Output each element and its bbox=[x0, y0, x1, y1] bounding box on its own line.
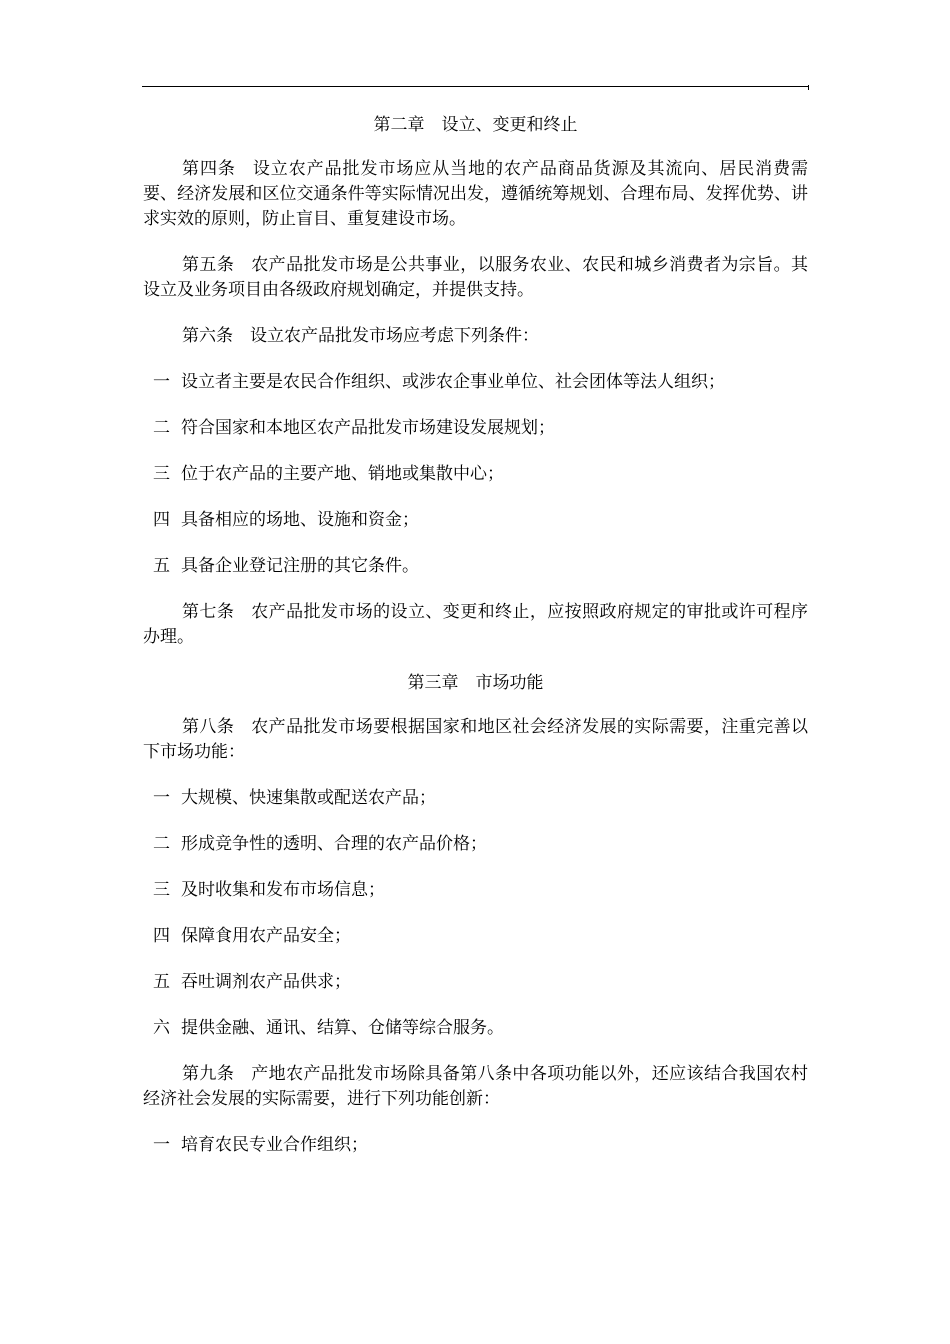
list-item bbox=[143, 1016, 808, 1041]
chapter-2-heading bbox=[143, 113, 808, 138]
article-text: 产地农产品批发市场除具备第八条中各项功能以外，还应该结合我国农村经济社会发展的实际需要，进行下列功能创新： bbox=[143, 1064, 809, 1109]
item-number: 六 bbox=[153, 1018, 170, 1038]
article-6 bbox=[143, 324, 808, 349]
list-item bbox=[143, 832, 808, 857]
article-number: 第四条 bbox=[182, 159, 236, 179]
item-text: 保障食用农产品安全； bbox=[181, 926, 351, 946]
article-number: 第六条 bbox=[182, 326, 233, 346]
article-7 bbox=[143, 600, 808, 650]
list-item bbox=[143, 924, 808, 949]
article-number: 第九条 bbox=[182, 1064, 235, 1084]
item-number: 一 bbox=[153, 1135, 170, 1155]
article-text: 设立农产品批发市场应从当地的农产品商品货源及其流向、居民消费需要、经济发展和区位交通条件等实际情况出发，遵循统筹规划、合理布局、发挥优势、讲求实效的原则，防止盲目、重复建设市场。 bbox=[143, 159, 809, 229]
item-number: 三 bbox=[153, 464, 170, 484]
header-rule-tick bbox=[808, 85, 809, 90]
article-number: 第八条 bbox=[182, 717, 235, 737]
item-text: 位于农产品的主要产地、销地或集散中心； bbox=[181, 464, 504, 484]
item-text: 符合国家和本地区农产品批发市场建设发展规划； bbox=[181, 418, 555, 438]
article-9 bbox=[143, 1062, 808, 1112]
item-text: 及时收集和发布市场信息； bbox=[181, 880, 385, 900]
item-number: 五 bbox=[153, 556, 170, 576]
article-number: 第五条 bbox=[182, 255, 235, 275]
list-item bbox=[143, 878, 808, 903]
item-text: 提供金融、通讯、结算、仓储等综合服务。 bbox=[181, 1018, 504, 1038]
list-item bbox=[143, 370, 808, 395]
article-number: 第七条 bbox=[182, 602, 235, 622]
item-text: 具备企业登记注册的其它条件。 bbox=[181, 556, 419, 576]
item-text: 设立者主要是农民合作组织、或涉农企事业单位、社会团体等法人组织； bbox=[181, 372, 725, 392]
item-text: 形成竞争性的透明、合理的农产品价格； bbox=[181, 834, 487, 854]
item-number: 一 bbox=[153, 372, 170, 392]
article-text: 农产品批发市场的设立、变更和终止，应按照政府规定的审批或许可程序办理。 bbox=[143, 602, 809, 647]
item-text: 大规模、快速集散或配送农产品； bbox=[181, 788, 436, 808]
article-text: 农产品批发市场要根据国家和地区社会经济发展的实际需要，注重完善以下市场功能： bbox=[143, 717, 809, 762]
list-item bbox=[143, 416, 808, 441]
article-5 bbox=[143, 253, 808, 303]
list-item bbox=[143, 554, 808, 579]
item-number: 二 bbox=[153, 834, 170, 854]
item-number: 四 bbox=[153, 510, 170, 530]
list-item bbox=[143, 1133, 808, 1158]
list-item bbox=[143, 786, 808, 811]
document-body bbox=[143, 113, 808, 1179]
chapter-title: 设立、变更和终止 bbox=[441, 115, 578, 135]
item-text: 吞吐调剂农产品供求； bbox=[181, 972, 351, 992]
chapter-number: 第三章 bbox=[407, 673, 459, 693]
item-number: 三 bbox=[153, 880, 170, 900]
list-item bbox=[143, 508, 808, 533]
chapter-number: 第二章 bbox=[373, 115, 425, 135]
article-text: 设立农产品批发市场应考虑下列条件： bbox=[250, 326, 539, 346]
item-text: 具备相应的场地、设施和资金； bbox=[181, 510, 419, 530]
item-text: 培育农民专业合作组织； bbox=[181, 1135, 368, 1155]
chapter-title: 市场功能 bbox=[475, 673, 544, 693]
item-number: 二 bbox=[153, 418, 170, 438]
chapter-3-heading bbox=[143, 671, 808, 696]
article-4 bbox=[143, 157, 808, 232]
item-number: 四 bbox=[153, 926, 170, 946]
article-text: 农产品批发市场是公共事业，以服务农业、农民和城乡消费者为宗旨。其设立及业务项目由各级政府规划确定，并提供支持。 bbox=[143, 255, 809, 300]
header-rule bbox=[142, 86, 808, 87]
item-number: 五 bbox=[153, 972, 170, 992]
list-item bbox=[143, 462, 808, 487]
list-item bbox=[143, 970, 808, 995]
item-number: 一 bbox=[153, 788, 170, 808]
article-8 bbox=[143, 715, 808, 765]
